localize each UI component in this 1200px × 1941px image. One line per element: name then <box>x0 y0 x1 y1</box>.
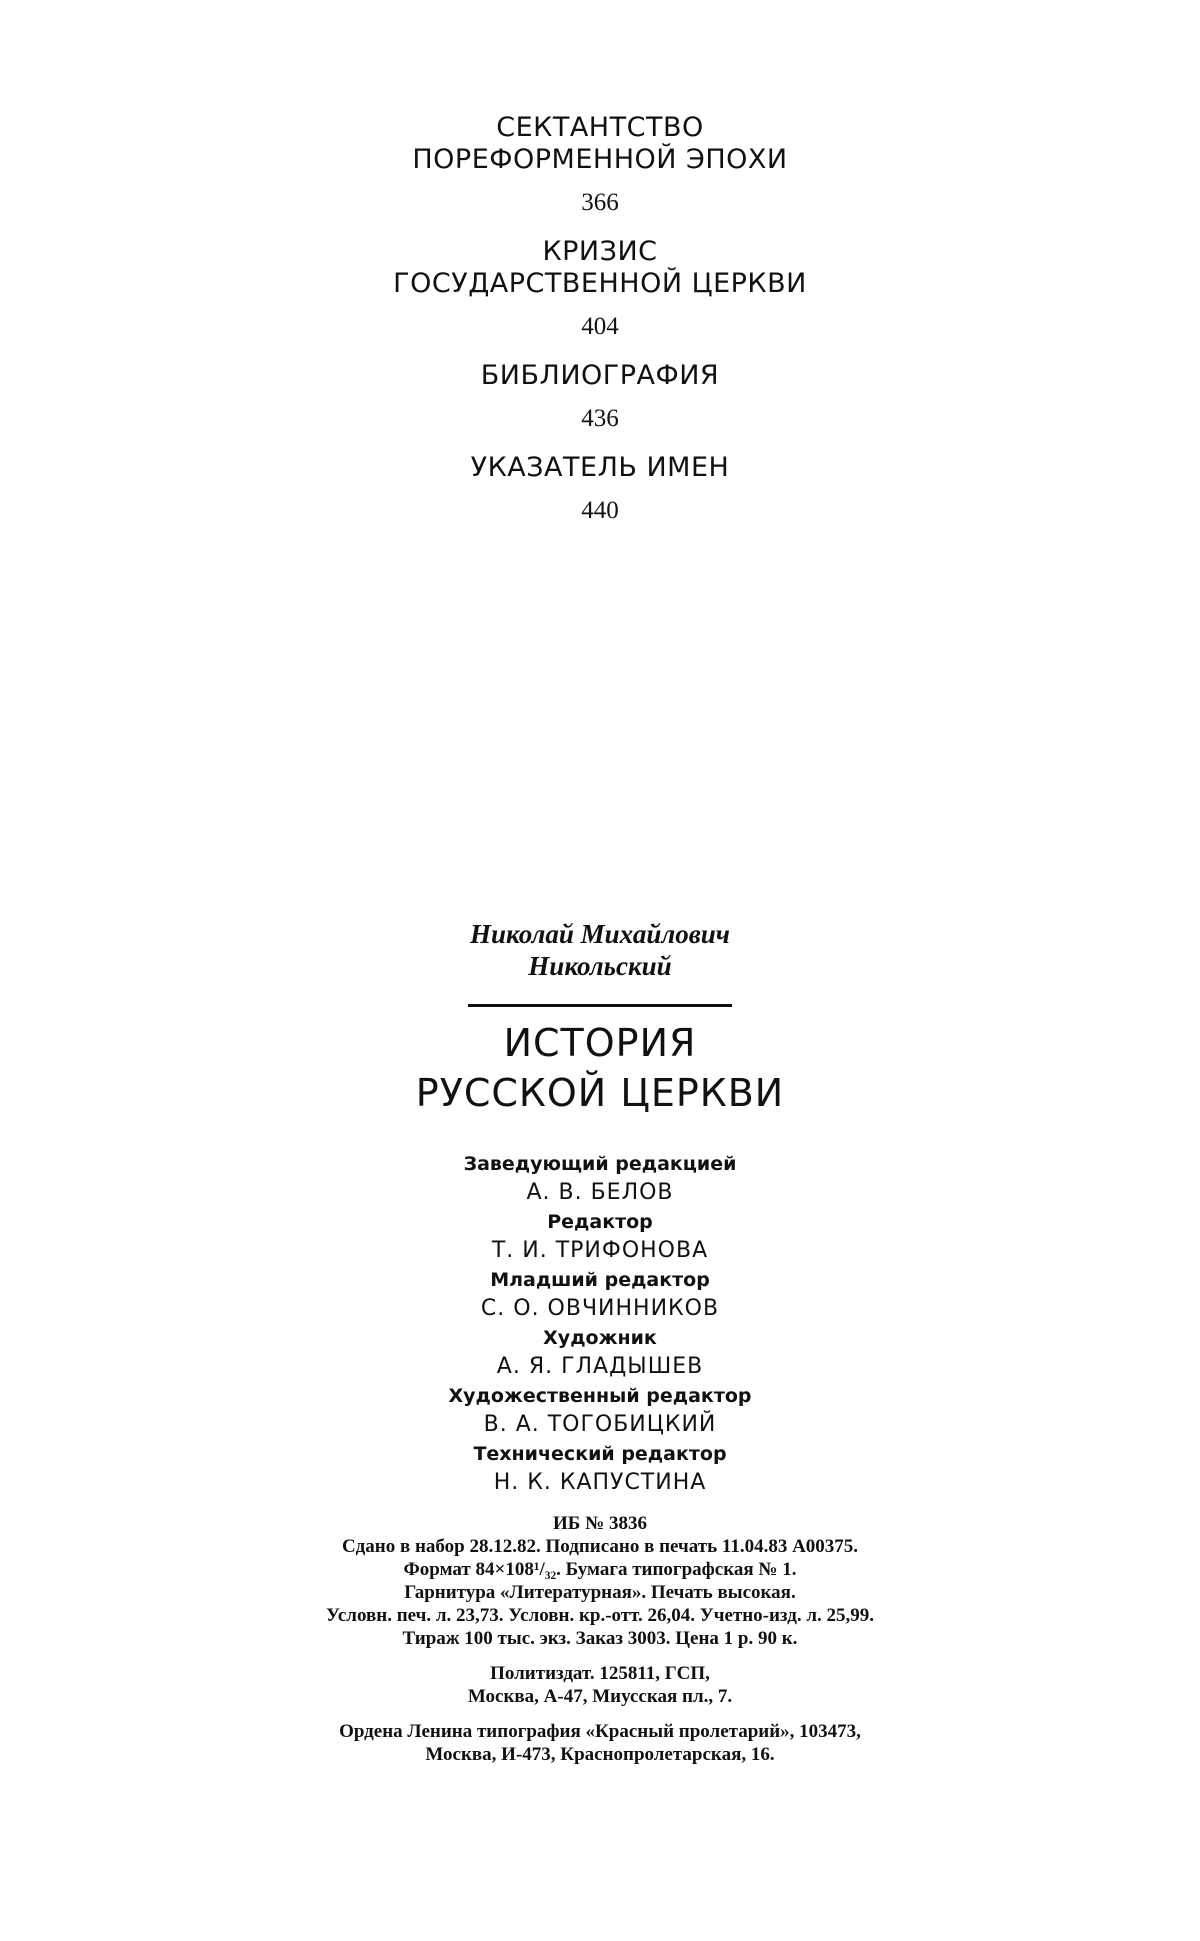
print-info-line: Формат 84×108¹/₃₂. Бумага типографская № 1. <box>403 1559 797 1580</box>
toc-entry-page: 404 <box>581 313 619 340</box>
printer-line: Москва, И-473, Краснопролетарская, 16. <box>425 1744 775 1765</box>
print-info-line: Условн. печ. л. 23,73. Условн. кр.-отт. 26,04. Учетно-изд. л. 25,99. <box>325 1605 874 1626</box>
staff-name: А. Я. ГЛАДЫШЕВ <box>496 1354 704 1379</box>
print-info-line: Гарнитура «Литературная». Печать высокая. <box>404 1582 796 1603</box>
divider-rule <box>468 1004 732 1007</box>
toc-entry-page: 440 <box>581 497 619 524</box>
toc-entry-title: СЕКТАНТСТВО <box>496 112 704 143</box>
ib-number: ИБ № 3836 <box>553 1513 647 1534</box>
staff-name: Н. К. КАПУСТИНА <box>493 1470 707 1495</box>
book-title <box>0 1018 1200 1118</box>
book-title-line: РУССКОЙ ЦЕРКВИ <box>415 1071 785 1115</box>
author-surname: Никольский <box>528 951 672 981</box>
author-first-names: Николай Михайлович <box>470 919 730 949</box>
toc-entry <box>0 360 1200 434</box>
toc-entry-title: УКАЗАТЕЛЬ ИМЕН <box>470 452 730 483</box>
staff-role: Редактор <box>547 1211 653 1233</box>
toc-entry-title: БИБЛИОГРАФИЯ <box>480 360 720 391</box>
toc-entry-title: ПОРЕФОРМЕННОЙ ЭПОХИ <box>412 144 788 175</box>
print-info-line: Сдано в набор 28.12.82. Подписано в печать 11.04.83 А00375. <box>341 1536 859 1557</box>
staff-name: В. А. ТОГОБИЦКИЙ <box>483 1412 717 1437</box>
imprint-block <box>0 1512 1200 1766</box>
staff-role: Технический редактор <box>473 1443 727 1465</box>
printer-line: Ордена Ленина типография «Красный пролетарий», 103473, <box>339 1721 861 1742</box>
toc-entry-page: 436 <box>581 405 619 432</box>
toc-entry-title: КРИЗИС <box>542 236 658 267</box>
toc-entry <box>0 112 1200 218</box>
publisher-line: Политиздат. 125811, ГСП, <box>490 1663 710 1684</box>
book-title-line: ИСТОРИЯ <box>503 1021 697 1065</box>
staff-credits <box>0 1150 1200 1498</box>
table-of-contents <box>0 112 1200 544</box>
staff-name: Т. И. ТРИФОНОВА <box>491 1238 709 1263</box>
toc-entry <box>0 452 1200 526</box>
staff-role: Художник <box>543 1327 657 1349</box>
staff-role: Заведующий редакцией <box>463 1153 737 1175</box>
staff-role: Художественный редактор <box>448 1385 752 1407</box>
toc-entry <box>0 236 1200 342</box>
author-name <box>0 918 1200 982</box>
print-info-line: Тираж 100 тыс. экз. Заказ 3003. Цена 1 р. 90 к. <box>402 1628 798 1649</box>
toc-entry-page: 366 <box>581 189 619 216</box>
publisher-line: Москва, А-47, Миусская пл., 7. <box>467 1686 733 1707</box>
staff-role: Младший редактор <box>490 1269 710 1291</box>
toc-entry-title: ГОСУДАРСТВЕННОЙ ЦЕРКВИ <box>393 268 807 299</box>
staff-name: А. В. БЕЛОВ <box>526 1180 674 1205</box>
staff-name: С. О. ОВЧИННИКОВ <box>480 1296 720 1321</box>
